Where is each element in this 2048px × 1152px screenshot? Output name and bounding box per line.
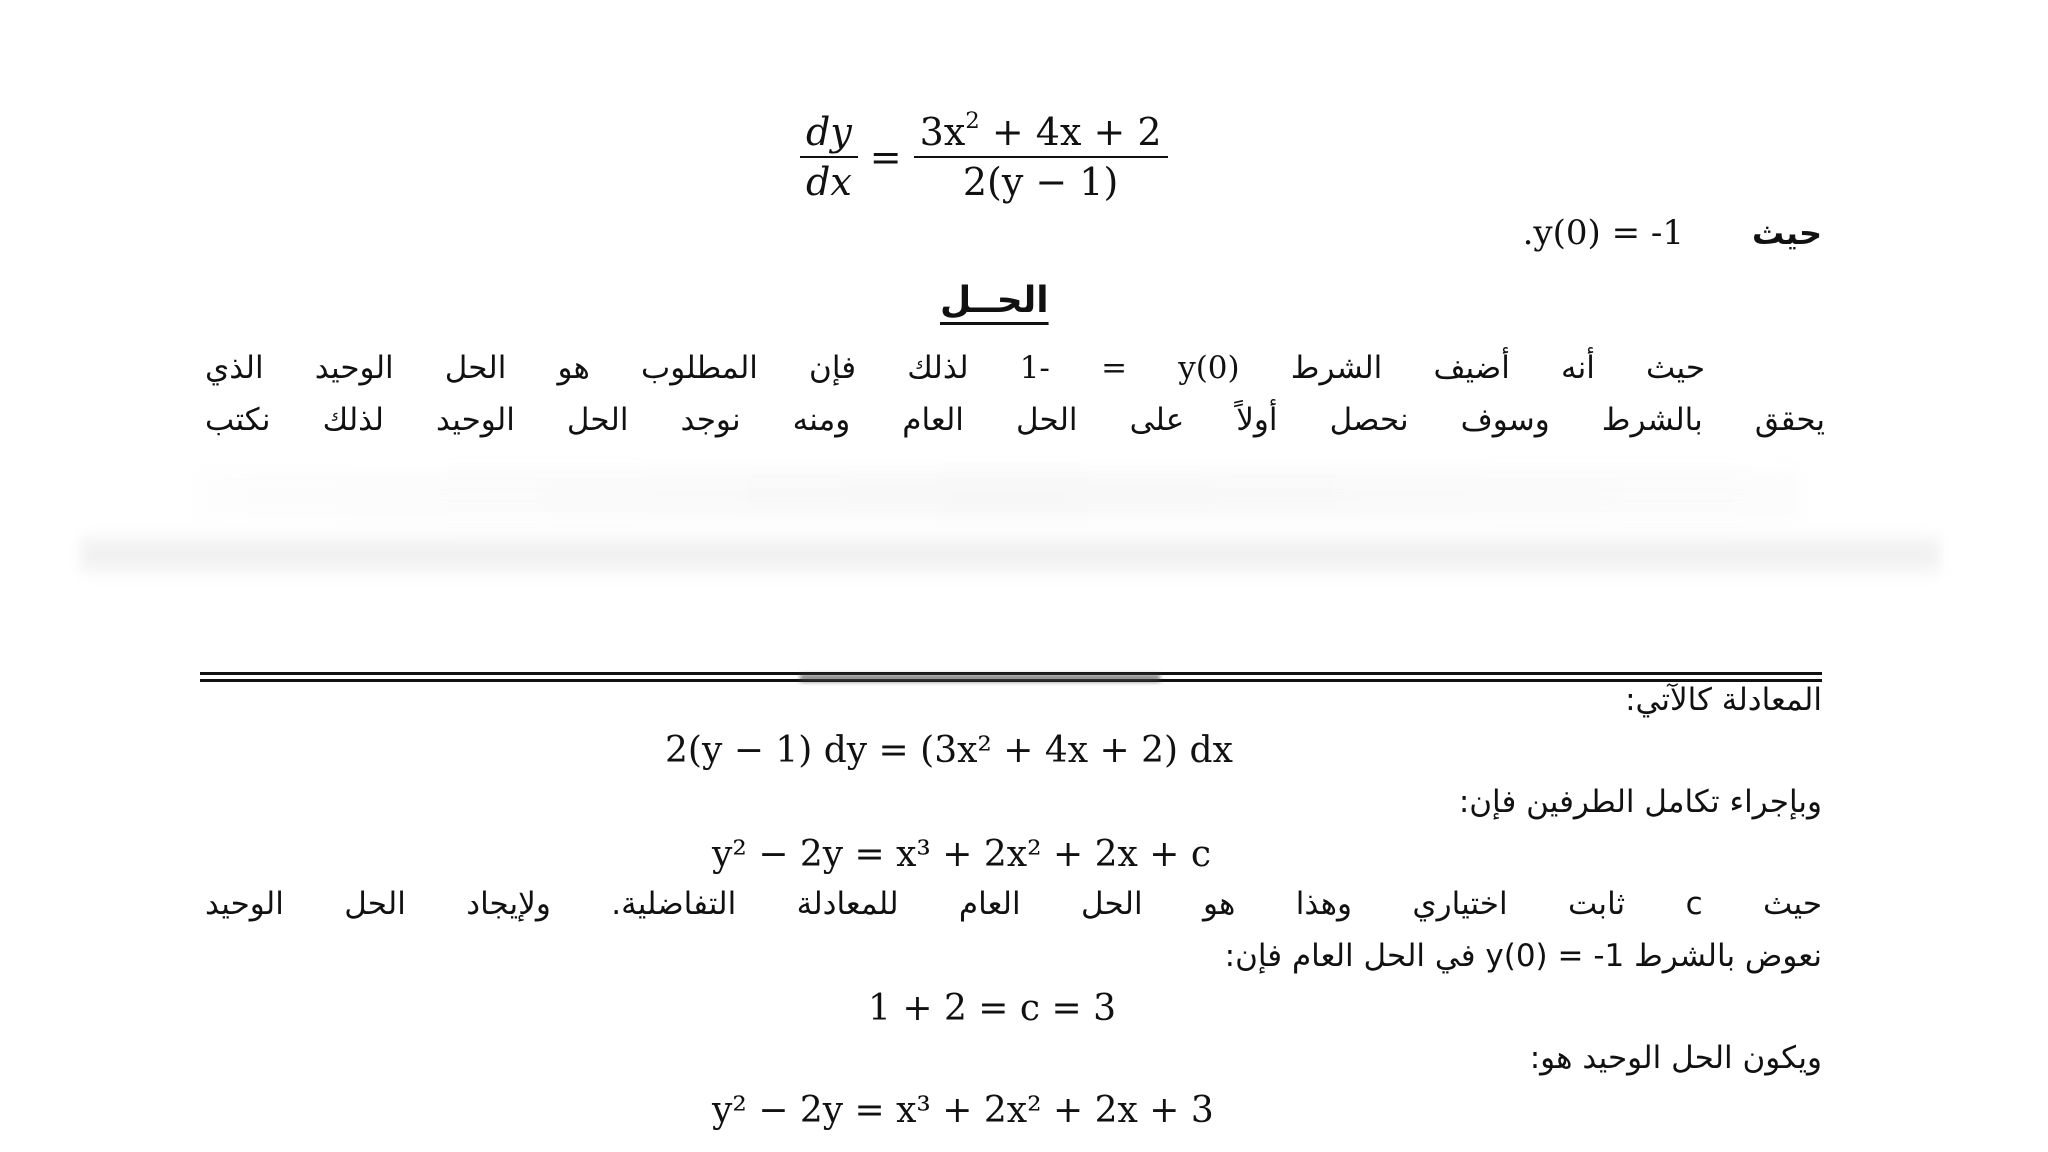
- initial-condition-row: [1523, 213, 1822, 253]
- rhs-denominator: 2(y − 1): [962, 160, 1119, 204]
- rhs-numerator-a: 3x: [919, 110, 966, 154]
- condition-word: حيث: [1752, 214, 1822, 252]
- equals-sign: =: [869, 135, 902, 179]
- unique-solution-line: ويكون الحل الوحيد هو:: [1529, 1040, 1822, 1076]
- constant-line: حيث c ثابت اختياري وهذا هو الحل العام للمعادلة التفاضلية. ولإيجاد الحل الوحيد: [205, 886, 1823, 922]
- divider-shadow: [800, 674, 1160, 682]
- solution-heading: الحــل: [940, 280, 1049, 321]
- lhs-numerator: dy: [806, 110, 852, 154]
- scan-blur-band: [80, 535, 1940, 575]
- lhs-fraction: [800, 108, 858, 206]
- general-solution-equation: y² − 2y = x³ + 2x² + 2x + c: [712, 834, 1212, 875]
- equation-intro-line: المعادلة كالآتي:: [1625, 682, 1822, 718]
- paragraph-inline-condition: 1- = y(0): [1019, 350, 1240, 386]
- paragraph-line-1-end: لذلك فإن المطلوب هو الحل الوحيد الذي: [205, 350, 1020, 386]
- unique-solution-equation: y² − 2y = x³ + 2x² + 2x + 3: [712, 1090, 1214, 1131]
- rhs-fraction: [914, 108, 1168, 206]
- rhs-numerator-b: + 4x + 2: [979, 110, 1162, 154]
- paragraph-line-2: يحقق بالشرط وسوف نحصل أولاً على الحل العام ومنه نوجد الحل الوحيد لذلك نكتب: [205, 402, 1825, 438]
- integrate-line: وبإجراء تكامل الطرفين فإن:: [1458, 784, 1822, 820]
- paragraph-line-1-start: حيث أنه أضيف الشرط: [1239, 350, 1705, 386]
- constant-equation: 1 + 2 = c = 3: [868, 988, 1117, 1029]
- paragraph-line-1: [205, 350, 1825, 386]
- initial-condition: .y(0) = -1: [1522, 213, 1684, 253]
- rhs-numerator-exponent: 2: [965, 107, 980, 134]
- lhs-denominator: dx: [806, 160, 852, 204]
- scan-blur-region: [200, 470, 1800, 520]
- substitute-line: نعوض بالشرط 1- = y(0) في الحل العام فإن:: [1224, 938, 1822, 974]
- separated-equation: 2(y − 1) dy = (3x² + 4x + 2) dx: [665, 730, 1233, 771]
- differential-equation: [800, 108, 1168, 206]
